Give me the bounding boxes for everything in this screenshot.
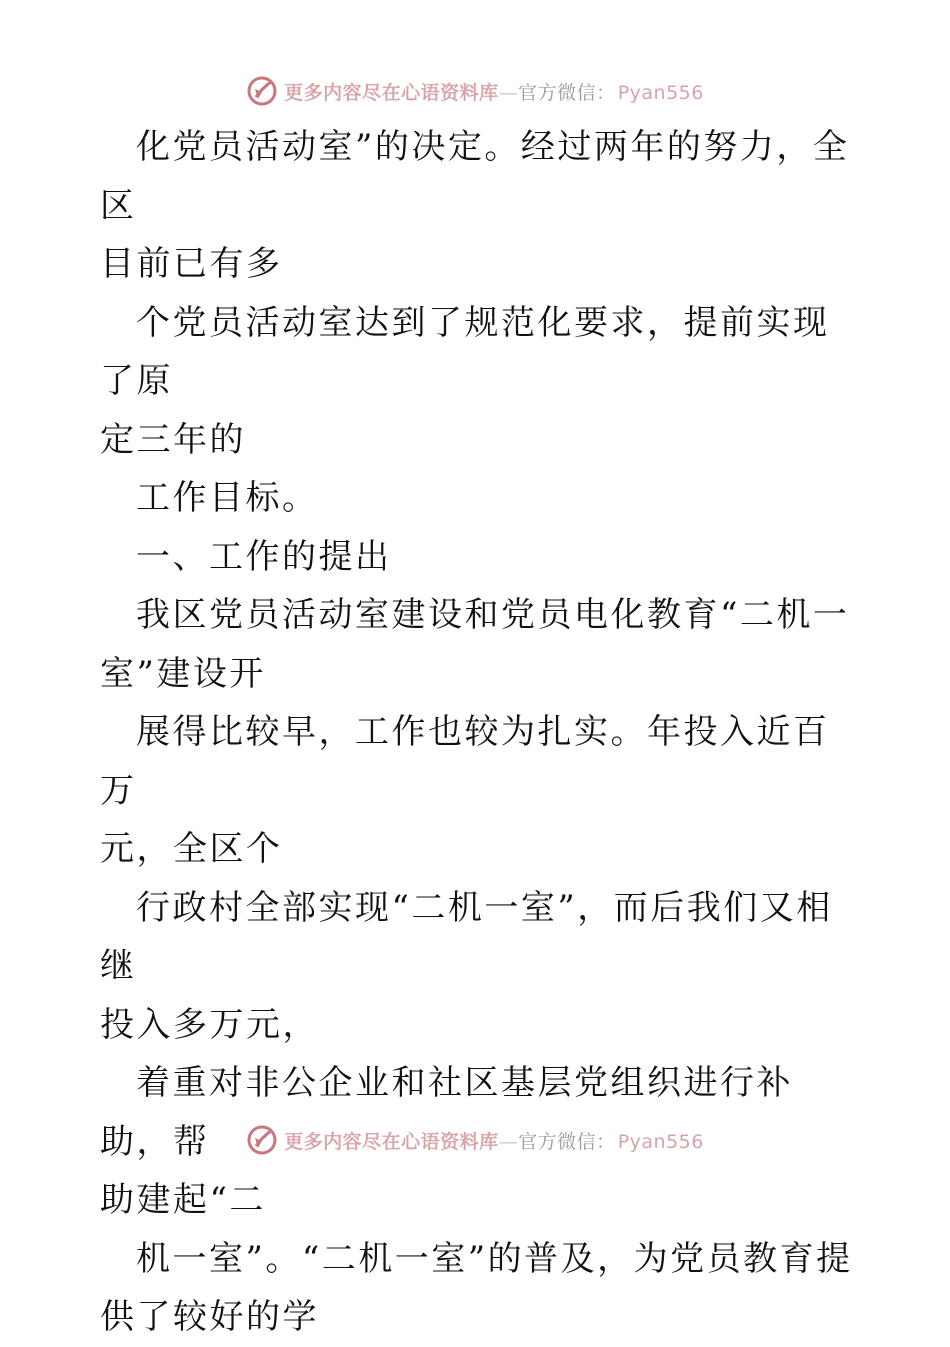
- paragraph: [100, 879, 860, 1055]
- line-continuation: 元，全区个: [100, 829, 283, 869]
- line-text: 行政村全部实现“二机一室”，而后我们又相继: [100, 887, 833, 986]
- line-text: 机一室”。“二机一室”的普及，为党员教育提: [136, 1238, 853, 1279]
- logo-icon: [246, 1124, 278, 1156]
- watermark-wechat-id: Pyan556: [617, 81, 704, 104]
- line-continuation: 助建起“二: [100, 1180, 266, 1220]
- line-continuation: 定三年的: [100, 419, 246, 460]
- watermark-text: [284, 78, 704, 105]
- watermark-brand: 更多内容尽在心语资料库: [284, 81, 499, 104]
- line-continuation: 供了较好的学: [100, 1297, 319, 1337]
- footer-watermark: [0, 1120, 950, 1160]
- watermark-dash: —: [498, 1130, 519, 1153]
- line-text: 我区党员活动室建设和党员电化教育“二机一: [136, 595, 850, 635]
- section-heading: [100, 528, 860, 587]
- watermark-wechat-label: 官方微信：: [518, 81, 616, 104]
- document-body: [100, 118, 860, 1347]
- heading-text: 一、工作的提出: [136, 536, 392, 577]
- paragraph: [100, 469, 860, 528]
- line-text: 展得比较早，工作也较为扎实。年投入近百万: [100, 712, 830, 811]
- watermark-text: [284, 1127, 704, 1154]
- paragraph: [100, 703, 860, 879]
- paragraph: [100, 294, 860, 470]
- line-text: 着重对非公企业和社区基层党组织进行补助，帮: [100, 1063, 793, 1162]
- paragraph: [100, 586, 860, 703]
- header-watermark: [0, 71, 950, 111]
- line-text: 个党员活动室达到了规范化要求，提前实现了原: [100, 302, 830, 401]
- logo-icon: [246, 75, 278, 107]
- line-continuation: 目前已有多: [100, 244, 283, 284]
- watermark-wechat-id: Pyan556: [617, 1130, 704, 1153]
- watermark-wechat-label: 官方微信：: [518, 1130, 616, 1153]
- line-continuation: 室”建设开: [100, 653, 266, 694]
- watermark-dash: —: [498, 81, 519, 104]
- paragraph: [100, 118, 860, 294]
- line-continuation: 投入多万元，: [100, 1004, 319, 1045]
- line-text: 化党员活动室”的决定。经过两年的努力，全区: [100, 127, 850, 226]
- line-text: 工作目标。: [136, 478, 319, 518]
- watermark-brand: 更多内容尽在心语资料库: [284, 1130, 499, 1153]
- paragraph: [100, 1230, 860, 1347]
